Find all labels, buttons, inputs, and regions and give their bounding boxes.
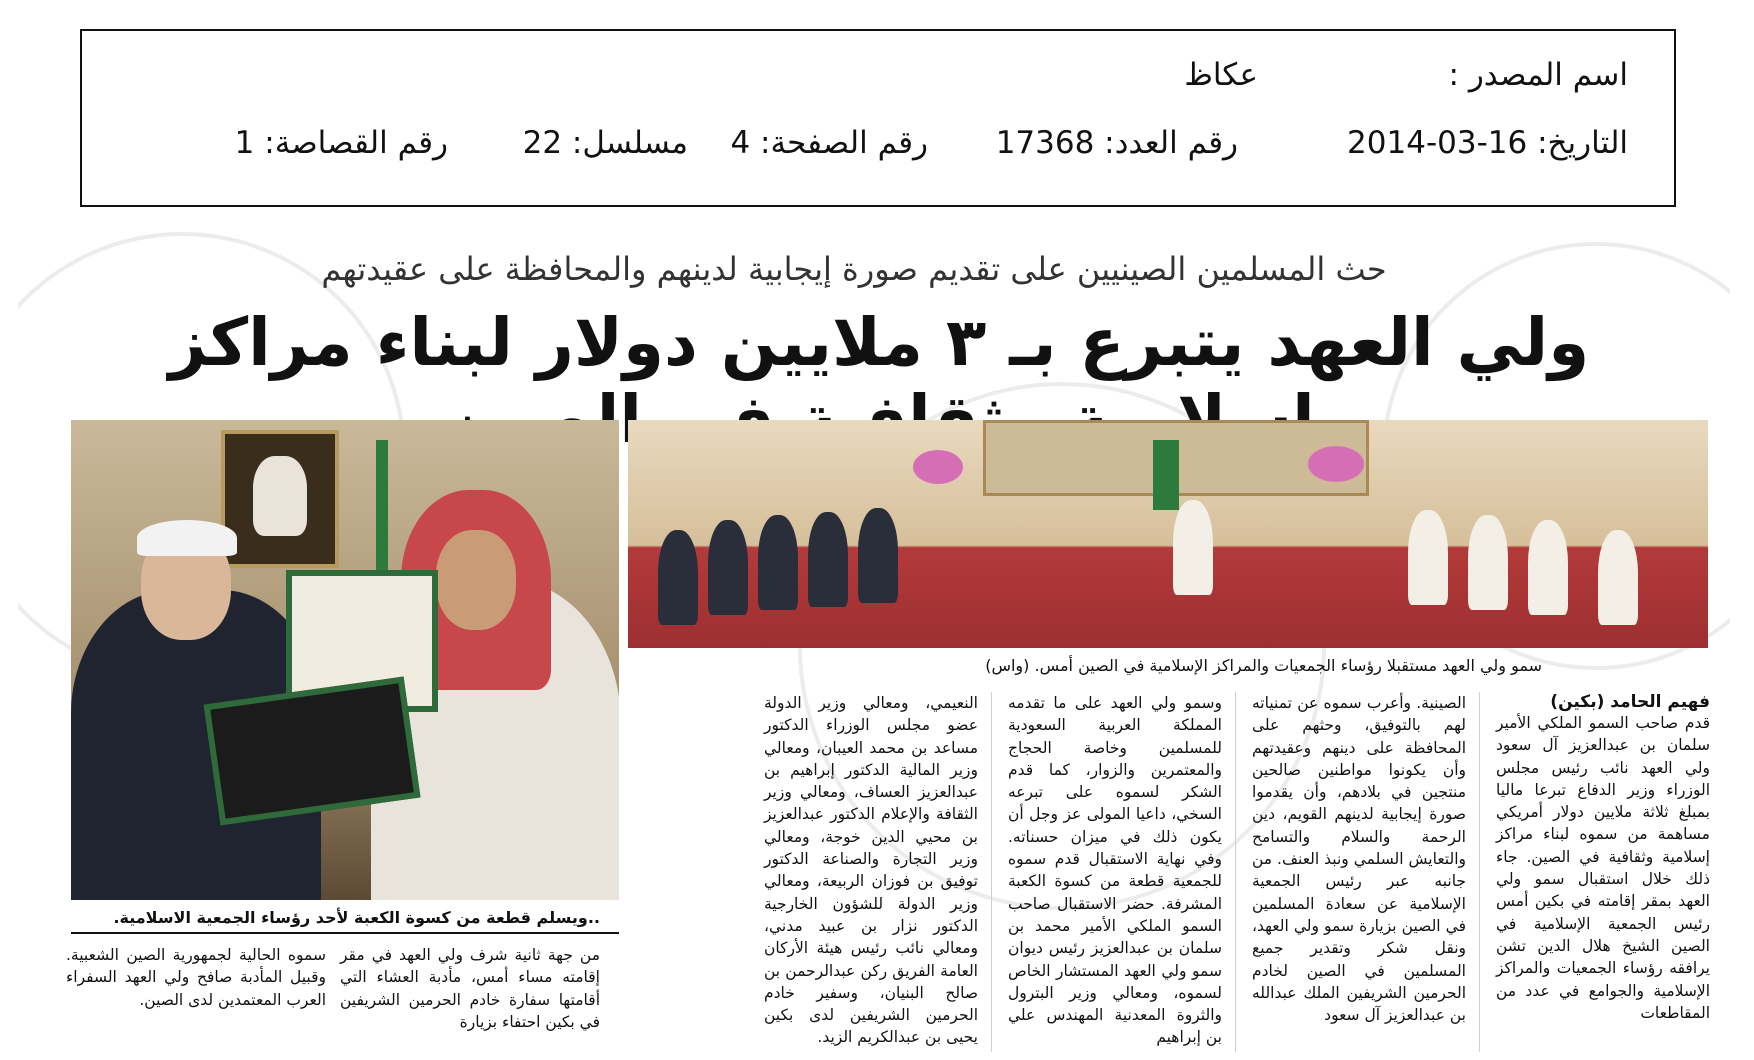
clipping-number-field: رقم القصاصة: 1 — [234, 125, 448, 161]
article-column-2: الصينية. وأعرب سموه عن تمنياته لهم بالتوفيق، وحثهم على المحافظة على دينهم وعقيدتهم وأن يكونوا مواطنين صالحين منتجين في بلادهم، وأن يقدموا صورة إيجابية لدينهم القويم، دين الرحمة والسلام والتسامح والتعايش السلمي ونبذ العنف. من جانبه عبر رئيس الجمعية الإسلامية عن سعادة المسلمين في الصين بزيارة سمو ولي العهد، ونقل شكر وتقدير جميع المسلمين في الصين لخادم الحرمين الشريفين الملك عبدالله بن عبدالعزيز آل سعود — [1252, 694, 1466, 1025]
date-field: التاريخ: 16-03-2014 — [1347, 125, 1628, 161]
article-column-3: وسمو ولي العهد على ما تقدمه المملكة العربية السعودية للمسلمين وخاصة الحجاج والمعتمرين والزوار، كما قدم الشكر لسموه على تبرعه السخي، داعيا المولى عز وجل أن يكون ذلك في ميزان حسناته. وفي نهاية الاستقبال قدم سموه للجمعية قطعة من كسوة الكعبة المشرفة. حضر الاستقبال صاحب السمو الملكي الأمير محمد بن سلمان بن عبدالعزيز رئيس ديوان سمو ولي العهد المستشار الخاص لسموه، ومعالي وزير البترول والثروة المعدنية المهندس علي بن إبراهيم — [1008, 694, 1222, 1047]
article-column-1: قدم صاحب السمو الملكي الأمير سلمان بن عبدالعزيز آل سعود ولي العهد نائب رئيس مجلس الوزراء وزير الدفاع تبرعا ماليا بمبلغ ثلاثة ملايين دولار أمريكي مساهمة من سموه لبناء مراكز إسلامية وثقافية في الصين. جاء ذلك خلال استقبال سمو ولي العهد بمقر إقامته في بكين أمس رئيس الجمعية الإسلامية في الصين الشيخ هلال الدين تشن يرافقه رؤساء الجمعيات والمراكز الإسلامية والجوامع في عدد من المقاطعات — [1496, 714, 1710, 1022]
source-label: اسم المصدر : — [1448, 57, 1628, 93]
meta-row — [102, 125, 1628, 165]
article-column-4: النعيمي، ومعالي وزير الدولة عضو مجلس الوزراء الدكتور مساعد بن محمد العيبان، ومعالي وزير المالية الدكتور إبراهيم بن عبدالعزيز العساف، ومعالي وزير الثقافة والإعلام الدكتور عبدالعزيز بن محيي الدين خوجة، ومعالي وزير التجارة والصناعة الدكتور توفيق بن فوزان الربيعة، ومعالي وزير الدولة للشؤون الخارجية الدكتور نزار بن عبيد مدني، ومعالي نائب رئيس هيئة الأركان العامة الفريق ركن عبدالرحمن بن صالح البنيان، وسفير خادم الحرمين الشريفين لدى بكين يحيى بن عبدالكريم الزيد. — [764, 694, 978, 1047]
serial-field: مسلسل: 22 — [522, 125, 688, 161]
source-info-box — [80, 29, 1676, 207]
flag-pole — [376, 440, 388, 590]
photo-caption-main: سمو ولي العهد مستقبلا رؤساء الجمعيات والمراكز الإسلامية في الصين أمس. (واس) — [985, 656, 1542, 675]
column-divider — [1235, 692, 1236, 1052]
article-kicker: حث المسلمين الصينيين على تقديم صورة إيجابية لدينهم والمحافظة على عقيدتهم — [321, 250, 1387, 288]
issue-number-field: رقم العدد: 17368 — [995, 125, 1238, 161]
flag — [1153, 440, 1179, 510]
source-name: عكاظ — [1184, 57, 1258, 93]
newspaper-clipping — [18, 232, 1730, 1054]
photo-kiswa-presentation — [71, 420, 619, 900]
flower-arrangement — [913, 450, 963, 484]
column-divider — [1479, 692, 1480, 1052]
column-divider — [991, 692, 992, 1052]
photo-reception-hall — [628, 420, 1708, 648]
article-byline: فهيم الحامد (بكين) — [1550, 692, 1710, 712]
article-column-5b: من جهة ثانية شرف ولي العهد في مقر إقامته مساء أمس، مأدبة العشاء التي أقامتها سفارة خادم الحرمين الشريفين في بكين احتفاء بزيارة — [340, 946, 600, 1031]
divider — [71, 932, 619, 934]
article-headline: ولي العهد يتبرع بـ ٣ ملايين دولار لبناء مراكز — [168, 304, 1590, 381]
page-number-field: رقم الصفحة: 4 — [730, 125, 928, 161]
flower-arrangement — [1308, 446, 1364, 482]
photo-caption-side: ..ويسلم قطعة من كسوة الكعبة لأحد رؤساء الجمعية الاسلامية. — [113, 908, 600, 927]
portrait-frame — [221, 430, 339, 568]
article-column-5a: سموه الحالية لجمهورية الصين الشعبية. وقبيل المأدبة صافح ولي العهد السفراء العرب المعتمدين لدى الصين. — [66, 946, 326, 1009]
source-row — [102, 57, 1628, 97]
